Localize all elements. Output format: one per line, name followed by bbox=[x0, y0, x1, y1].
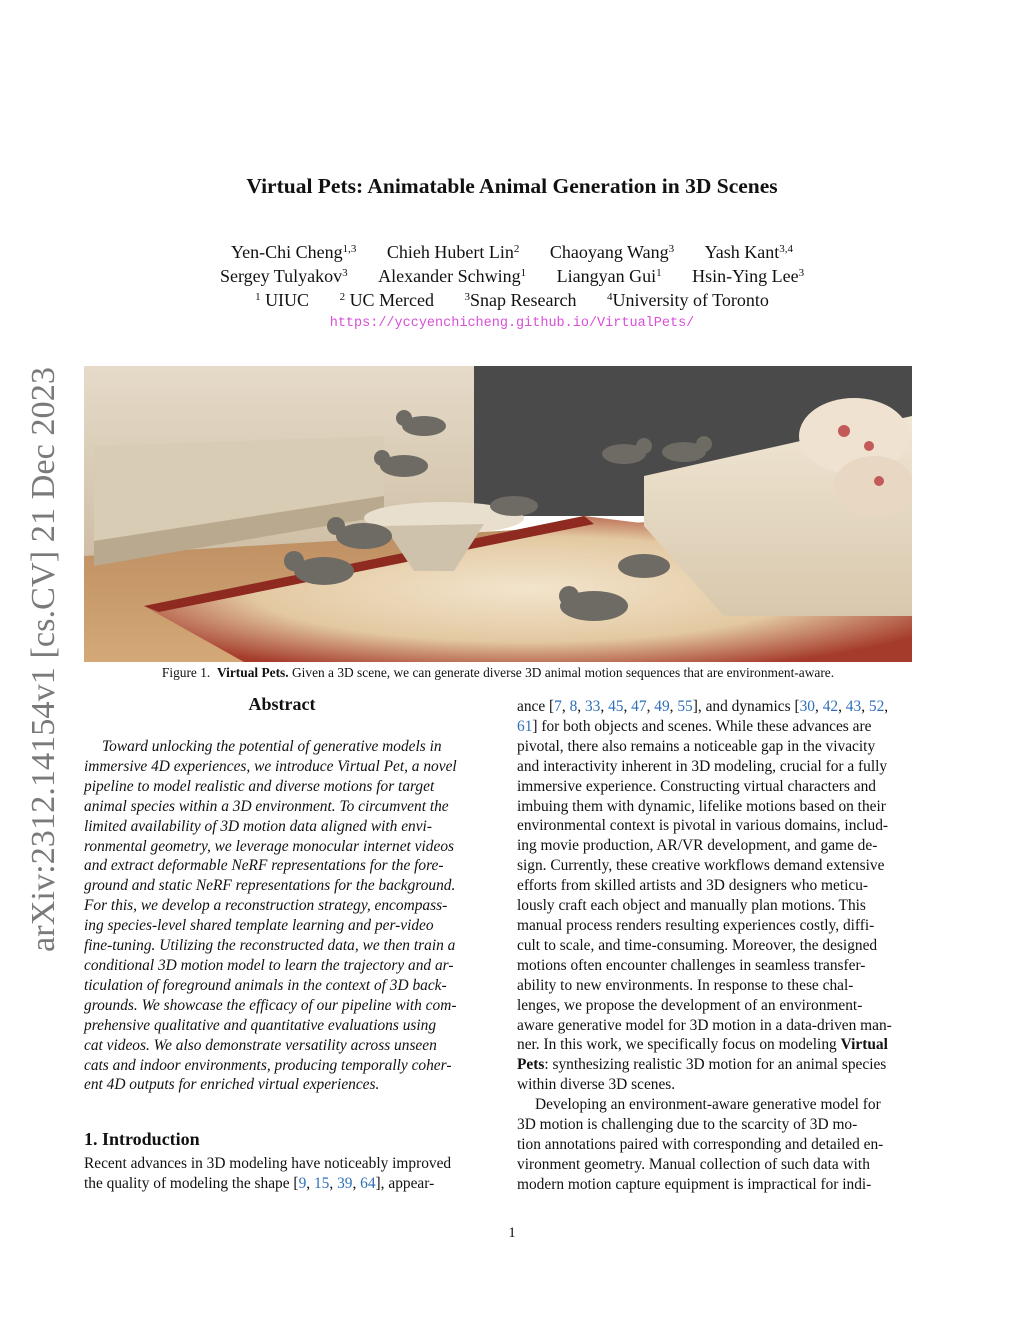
abstract-body: Toward unlocking the potential of generative models in immersive 4D experiences, we introduce Virtual Pet, a novel pipeline to model realistic and diverse motions for target animal species within a 3D environment. To circumvent the limited availability of 3D motion data aligned with envi- ronmental geometry, we leverage monocular internet videos and extract deformable NeRF representations for the fore- ground and static NeRF representations for the background. For this, we develop a reconstruction strategy, encompass- ing species-level shared template learning and per-video fine-tuning. Utilizing the reconstructed data, we then train a conditional 3D motion model to learn the trajectory and ar- ticulation of foreground animals in the context of 3D back- grounds. We showcase the efficacy of our pipeline with com- prehensive qualitative and quantitative evaluations using cat videos. We also demonstrate versatility across unseen cats and indoor environments, producing temporally coher- ent 4D outputs for enriched virtual experiences. bbox=[84, 738, 457, 1094]
section-heading-introduction: 1. Introduction bbox=[84, 1129, 200, 1149]
author: Liangyan Gui$^1$ bbox=[556, 266, 662, 286]
arxiv-identifier bbox=[16, 360, 66, 960]
page-number: 1 bbox=[508, 1225, 516, 1241]
paper-title: Virtual Pets: Animatable Animal Generation in 3D Scenes bbox=[246, 174, 778, 198]
right-column-body: ance [7, 8, 33, 45, 47, 49, 55], and dynamics [30, 42, 43, 52, 61] for both objects and scenes. While these advances are pivotal, there also remains a noticeable gap in the vivacity and interactivity inherent in 3D modeling, crucial for a fully immersive experience. Constructing virtual characters and imbuing them with dynamic, lifelike motions based on their environmental context is pivotal in various domains, includ- ing movie production, AR/VR development, and game de- sign. Currently, these creative workflows demand extensive efforts from skilled artists and 3D designers who meticu- lously craft each object and manually plan motions. This manual process renders resulting experiences costly, diffi- cult to scale, and time-consuming. Moreover, the designed motions often encounter challenges in seamless transfer- ability to new environments. In response to these chal- lenges, we propose the development of an environment- aware generative model for 3D motion in a data-driven man- ner. In this work, we specifically focus on modeling Virtual Pets: synthesizing realistic 3D motion for an animal species within diverse 3D scenes. Developing an environment-aware generative model for 3D motion is challenging due to the scarcity of 3D mo- tion annotations paired with corresponding and detailed en- vironment geometry. Manual collection of such data with modern motion capture equipment is impractical for indi- bbox=[517, 698, 892, 1193]
figure-1-image bbox=[84, 366, 912, 662]
affiliations bbox=[0, 288, 1024, 312]
affiliation: $^1$ UIUC bbox=[255, 290, 310, 310]
figure-1-caption: Figure 1. Virtual Pets. Given a 3D scene, we can generate diverse 3D animal motion sequences that are environment-aware. bbox=[161, 665, 835, 680]
author-row-1 bbox=[0, 240, 1024, 264]
affiliation: $^4$University of Toronto bbox=[607, 290, 769, 310]
abstract-heading: Abstract bbox=[248, 694, 316, 714]
author: Chieh Hubert Lin$^2$ bbox=[386, 242, 520, 262]
author: Sergey Tulyakov$^3$ bbox=[219, 266, 348, 286]
author: Yash Kant$^{3,4}$ bbox=[704, 242, 794, 262]
author: Chaoyang Wang$^3$ bbox=[549, 242, 675, 262]
affiliation: $^3$Snap Research bbox=[464, 290, 577, 310]
project-url[interactable]: https://yccyenchicheng.github.io/VirtualPets/ bbox=[329, 316, 695, 331]
author: Yen-Chi Cheng$^{1,3}$ bbox=[230, 242, 357, 262]
affiliation: $^2$ UC Merced bbox=[339, 290, 435, 310]
author: Hsin-Ying Lee$^3$ bbox=[692, 266, 805, 286]
introduction-body: Recent advances in 3D modeling have noticeably improved the quality of modeling the shape [9, 15, 39, 64], appear- bbox=[84, 1155, 452, 1192]
author: Alexander Schwing$^1$ bbox=[378, 266, 527, 286]
author-row-2 bbox=[0, 264, 1024, 288]
arxiv-id-text: arXiv:2312.14154v1 [cs.CV] 21 Dec 2023 bbox=[25, 372, 62, 952]
